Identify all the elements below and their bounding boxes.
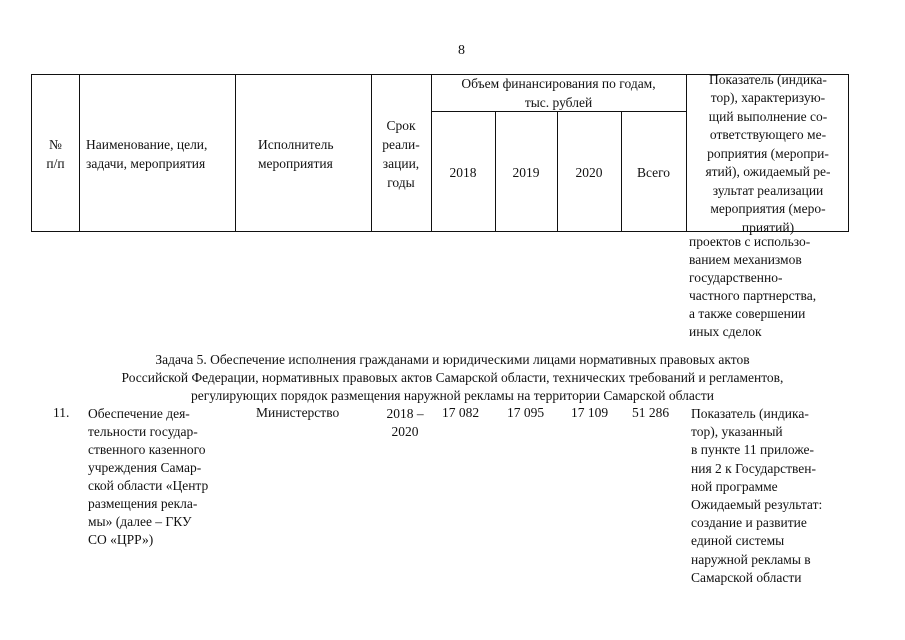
header-name: Наименование, цели, задачи, мероприятия: [86, 137, 208, 171]
header-funding: Объем финансирования по годам, тыс. рублей: [461, 76, 656, 110]
header-executor: Исполнитель мероприятия: [258, 137, 334, 171]
row-period: 2018 – 2020: [386, 406, 424, 439]
row-indicator: Показатель (индика- тор), указанный в пункте 11 приложе- ния 2 к Государствен- ной программе Ожидаемый результат: создание и развитие единой системы наружной рекламы в Самарской области: [691, 406, 823, 585]
row-2018: 17 082: [442, 405, 480, 420]
row-2019: 17 095: [507, 405, 545, 420]
header-total: Всего: [636, 164, 671, 180]
row-name: Обеспечение дея- тельности государ- ственного казенного учреждения Самар- ской области «Центр размещения рекла- мы» (далее – ГКУ СО «ЦРР»): [88, 406, 209, 547]
divider: [235, 75, 236, 231]
header-year-2019: 2019: [512, 164, 540, 180]
row-executor: Министерство: [256, 405, 340, 420]
header-num: № п/п: [46, 137, 65, 171]
table-header: [31, 71, 849, 235]
task-heading: Задача 5. Обеспечение исполнения гражданами и юридическими лицами нормативных правовых актов Российской Федерации, нормативных правовых актов Самарской области, технических требований и регламентов, регулирующих порядок размещения наружной рекламы на территории Самарской области: [121, 352, 784, 403]
header-indicator: Показатель (индика- тор), характеризую- щий выполнение со- ответствующего ме- роприятия (меропри- ятий), ожидаемый ре- зультат реализации мероприятия (меро- приятий): [705, 71, 831, 235]
row-total: 51 286: [632, 405, 670, 420]
row-2020: 17 109: [571, 405, 609, 420]
divider: [79, 75, 80, 231]
indicator-continuation: проектов с использо- ванием механизмов государственно- частного партнерства, а также совершении иных сделок: [689, 234, 817, 339]
page-number: 8: [458, 43, 465, 58]
header-year-2018: 2018: [449, 164, 477, 180]
header-year-2020: 2020: [575, 164, 603, 180]
header-period: Срок реали- зации, годы: [382, 118, 420, 190]
row-num: 11.: [53, 405, 70, 420]
